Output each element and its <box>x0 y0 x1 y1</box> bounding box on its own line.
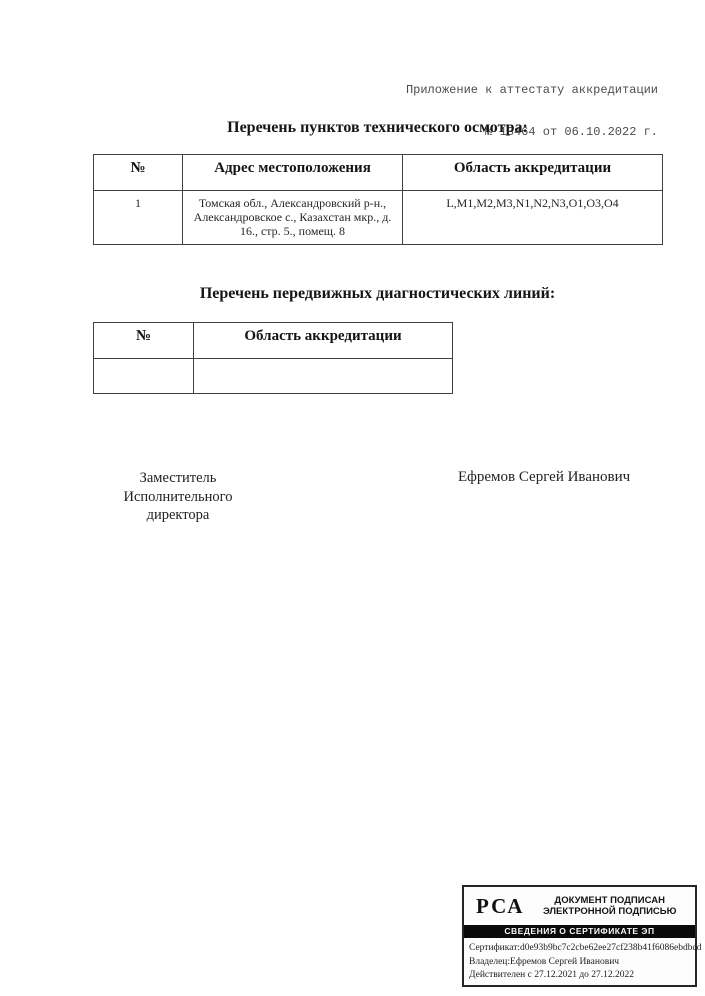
certificate-hash: Сертификат:d0e93b9bc7c2cbe62ee27cf238b41f6086ebdbcd <box>469 943 702 953</box>
signatory-position-line1: Заместитель <box>139 470 217 486</box>
inspection-points-table <box>93 154 663 245</box>
mobile-lines-title: Перечень передвижных диагностических линий: <box>199 285 556 302</box>
appendix-header <box>406 55 658 167</box>
signatory-position <box>103 469 253 525</box>
digital-signature-stamp <box>462 885 702 987</box>
col-header-address: Адрес местоположения <box>183 155 403 191</box>
table-header-row <box>94 155 663 191</box>
appendix-header-line1: Приложение к аттестату аккредитации <box>405 83 658 97</box>
signatory-position-line2: Исполнительного <box>123 488 233 505</box>
certificate-owner: Владелец:Ефремов Сергей Иванович <box>469 956 620 967</box>
row-scope-cell: L,M1,M2,M3,N1,N2,N3,O1,O3,O4 <box>403 191 663 245</box>
row-address-cell: Томская обл., Александровский р-н., Александровское с., Казахстан мкр., д. 16., стр. 5., помещ. 8 <box>183 191 403 245</box>
rsa-logo: РСА <box>476 893 525 918</box>
table-header-row <box>94 323 453 359</box>
col-header-number: № <box>94 323 194 359</box>
row-scope-cell <box>194 359 453 394</box>
stamp-header <box>464 887 695 925</box>
stamp-title <box>532 895 695 917</box>
stamp-title-line1: ДОКУМЕНТ ПОДПИСАН <box>554 895 665 906</box>
signatory-name: Ефремов Сергей Иванович <box>458 469 631 485</box>
certificate-validity: Действителен с 27.12.2021 до 27.12.2022 <box>469 970 635 980</box>
stamp-title-line2: ЭЛЕКТРОННОЙ ПОДПИСЬЮ <box>542 906 677 917</box>
signatory-position-line3: директора <box>146 507 210 523</box>
col-header-number: № <box>94 155 183 191</box>
inspection-points-title: Перечень пунктов технического осмотра: <box>227 119 528 136</box>
appendix-header-line2: № 13464 от 06.10.2022 г. <box>485 125 658 139</box>
row-number-cell: 1 <box>94 191 183 245</box>
certificate-details <box>464 938 702 983</box>
mobile-lines-table <box>93 322 453 394</box>
col-header-scope: Область аккредитации <box>403 155 663 191</box>
row-number-cell <box>94 359 194 394</box>
col-header-scope: Область аккредитации <box>194 323 453 359</box>
table-row <box>94 191 663 245</box>
table-row-empty <box>94 359 453 394</box>
certificate-info-bar: СВЕДЕНИЯ О СЕРТИФИКАТЕ ЭП <box>464 925 695 938</box>
